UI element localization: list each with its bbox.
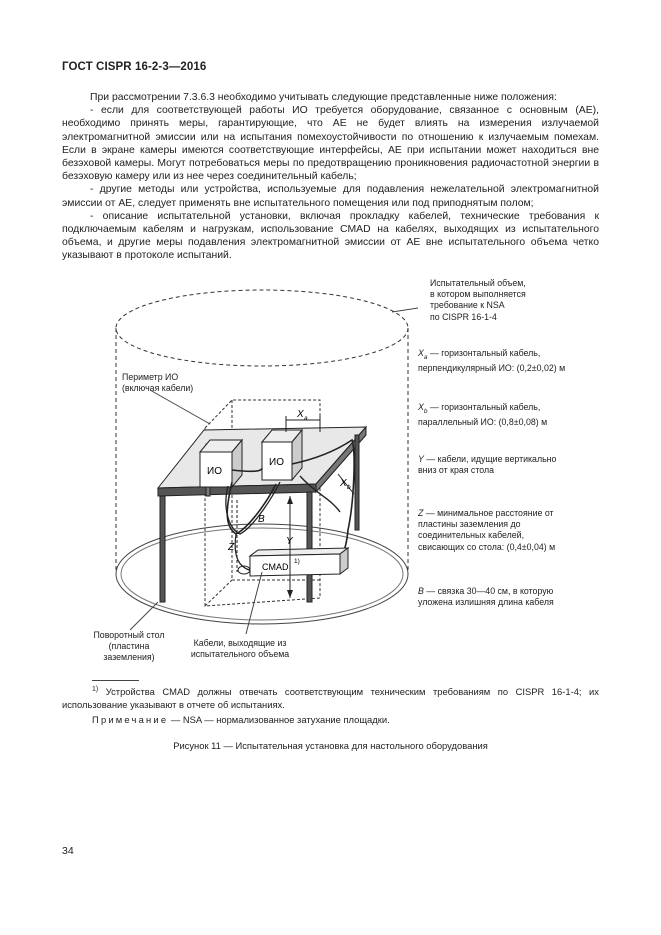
legend-y: Y — кабели, идущие вертикально вниз от края стола (418, 454, 557, 476)
table-leg (355, 435, 359, 530)
mark-xa-sub: a (304, 415, 308, 422)
setup-diagram (0, 272, 661, 672)
eut-1-label: ИО (207, 466, 222, 477)
footnote-divider (92, 680, 139, 681)
page-header: ГОСТ CISPR 16-2-3—2016 (62, 61, 207, 73)
footnote: $^{1)}$ Устройства CMAD должны отвечать соответствующим техническим требованиям по CISPR 16-1-4; их использование указывают в отчете об испытаниях. (62, 686, 599, 710)
cmad-sup: 1) (294, 558, 300, 565)
legend-xb: $X_b$ — горизонтальный кабель, параллельный ИО: (0,8±0,08) м (418, 402, 548, 427)
note: Примечание — NSA — нормализованное затухание площадки. (92, 714, 390, 725)
legend-z: Z — минимальное расстояние от пластины заземления до соединительных кабелей, свисающих со стола: (0,4±0,04) м (418, 508, 556, 552)
mark-z: Z (228, 542, 235, 553)
cables-out-label: Кабели, выходящие из испытательного объема (190, 638, 290, 660)
paragraph: - описание испытательной установки, включая прокладку кабелей, технические требования к подключаемым кабелям и нагрузкам, использование CMAD на кабелях, выходящих из испытательного объема, и другие меры подавления электромагнитной эмиссии от АЕ вне испытательного объема четко указывают в протоколе испытаний. (62, 210, 599, 262)
paragraph: - другие методы или устройства, используемые для подавления нежелательной электромагнитной эмиссии от АЕ, следует применять вне испытательного помещения или под приподнятым полом; (62, 184, 599, 209)
table-leg (160, 496, 165, 602)
cmad-label: CMAD (262, 562, 289, 572)
page-number: 34 (62, 845, 74, 857)
mark-b: B (258, 514, 265, 525)
legend-xa: $X_a$ — горизонтальный кабель, перпендикулярный ИО: (0,2±0,02) м (418, 348, 566, 373)
mark-xa: X (297, 409, 304, 420)
test-volume-label: Испытательный объем, в котором выполняется требование к NSA по CISPR 16-1-4 (430, 278, 526, 322)
mark-xb: X (340, 478, 347, 489)
figure-test-setup (0, 272, 661, 672)
table-leg (307, 492, 312, 602)
eut-2-label: ИО (269, 457, 284, 468)
paragraph: При рассмотрении 7.3.6.3 необходимо учитывать следующие представленные ниже положения: (90, 92, 557, 103)
body-text (62, 91, 599, 263)
legend-b: B — связка 30—40 см, в которую уложена излишняя длина кабеля (418, 586, 554, 608)
figure-caption: Рисунок 11 — Испытательная установка для настольного оборудования (173, 740, 488, 751)
mark-xb-sub: b (347, 484, 351, 491)
paragraph: - если для соответствующей работы ИО требуется оборудование, связанное с основным (АЕ), необходимо принять меры, гарантирующие, что АЕ не будет влиять на измерения излучаемой электромагнитной эмиссии или на испытания помехоустойчивости по отношению к излучаемым помехам. Если в экране камеры имеются соответствующие интерфейсы, АЕ при испытании может находиться вне безэховой камеры. Могут потребоваться меры по предотвращению проникновения радиочастотной энергии в безэховую камеру или из нее через соединительный кабель; (62, 105, 599, 183)
mark-y: Y (286, 536, 293, 547)
cylinder-top (116, 290, 408, 366)
perimeter-label: Периметр ИО (включая кабели) (122, 372, 194, 394)
turntable-label: Поворотный стол (пластина заземления) (93, 630, 165, 663)
